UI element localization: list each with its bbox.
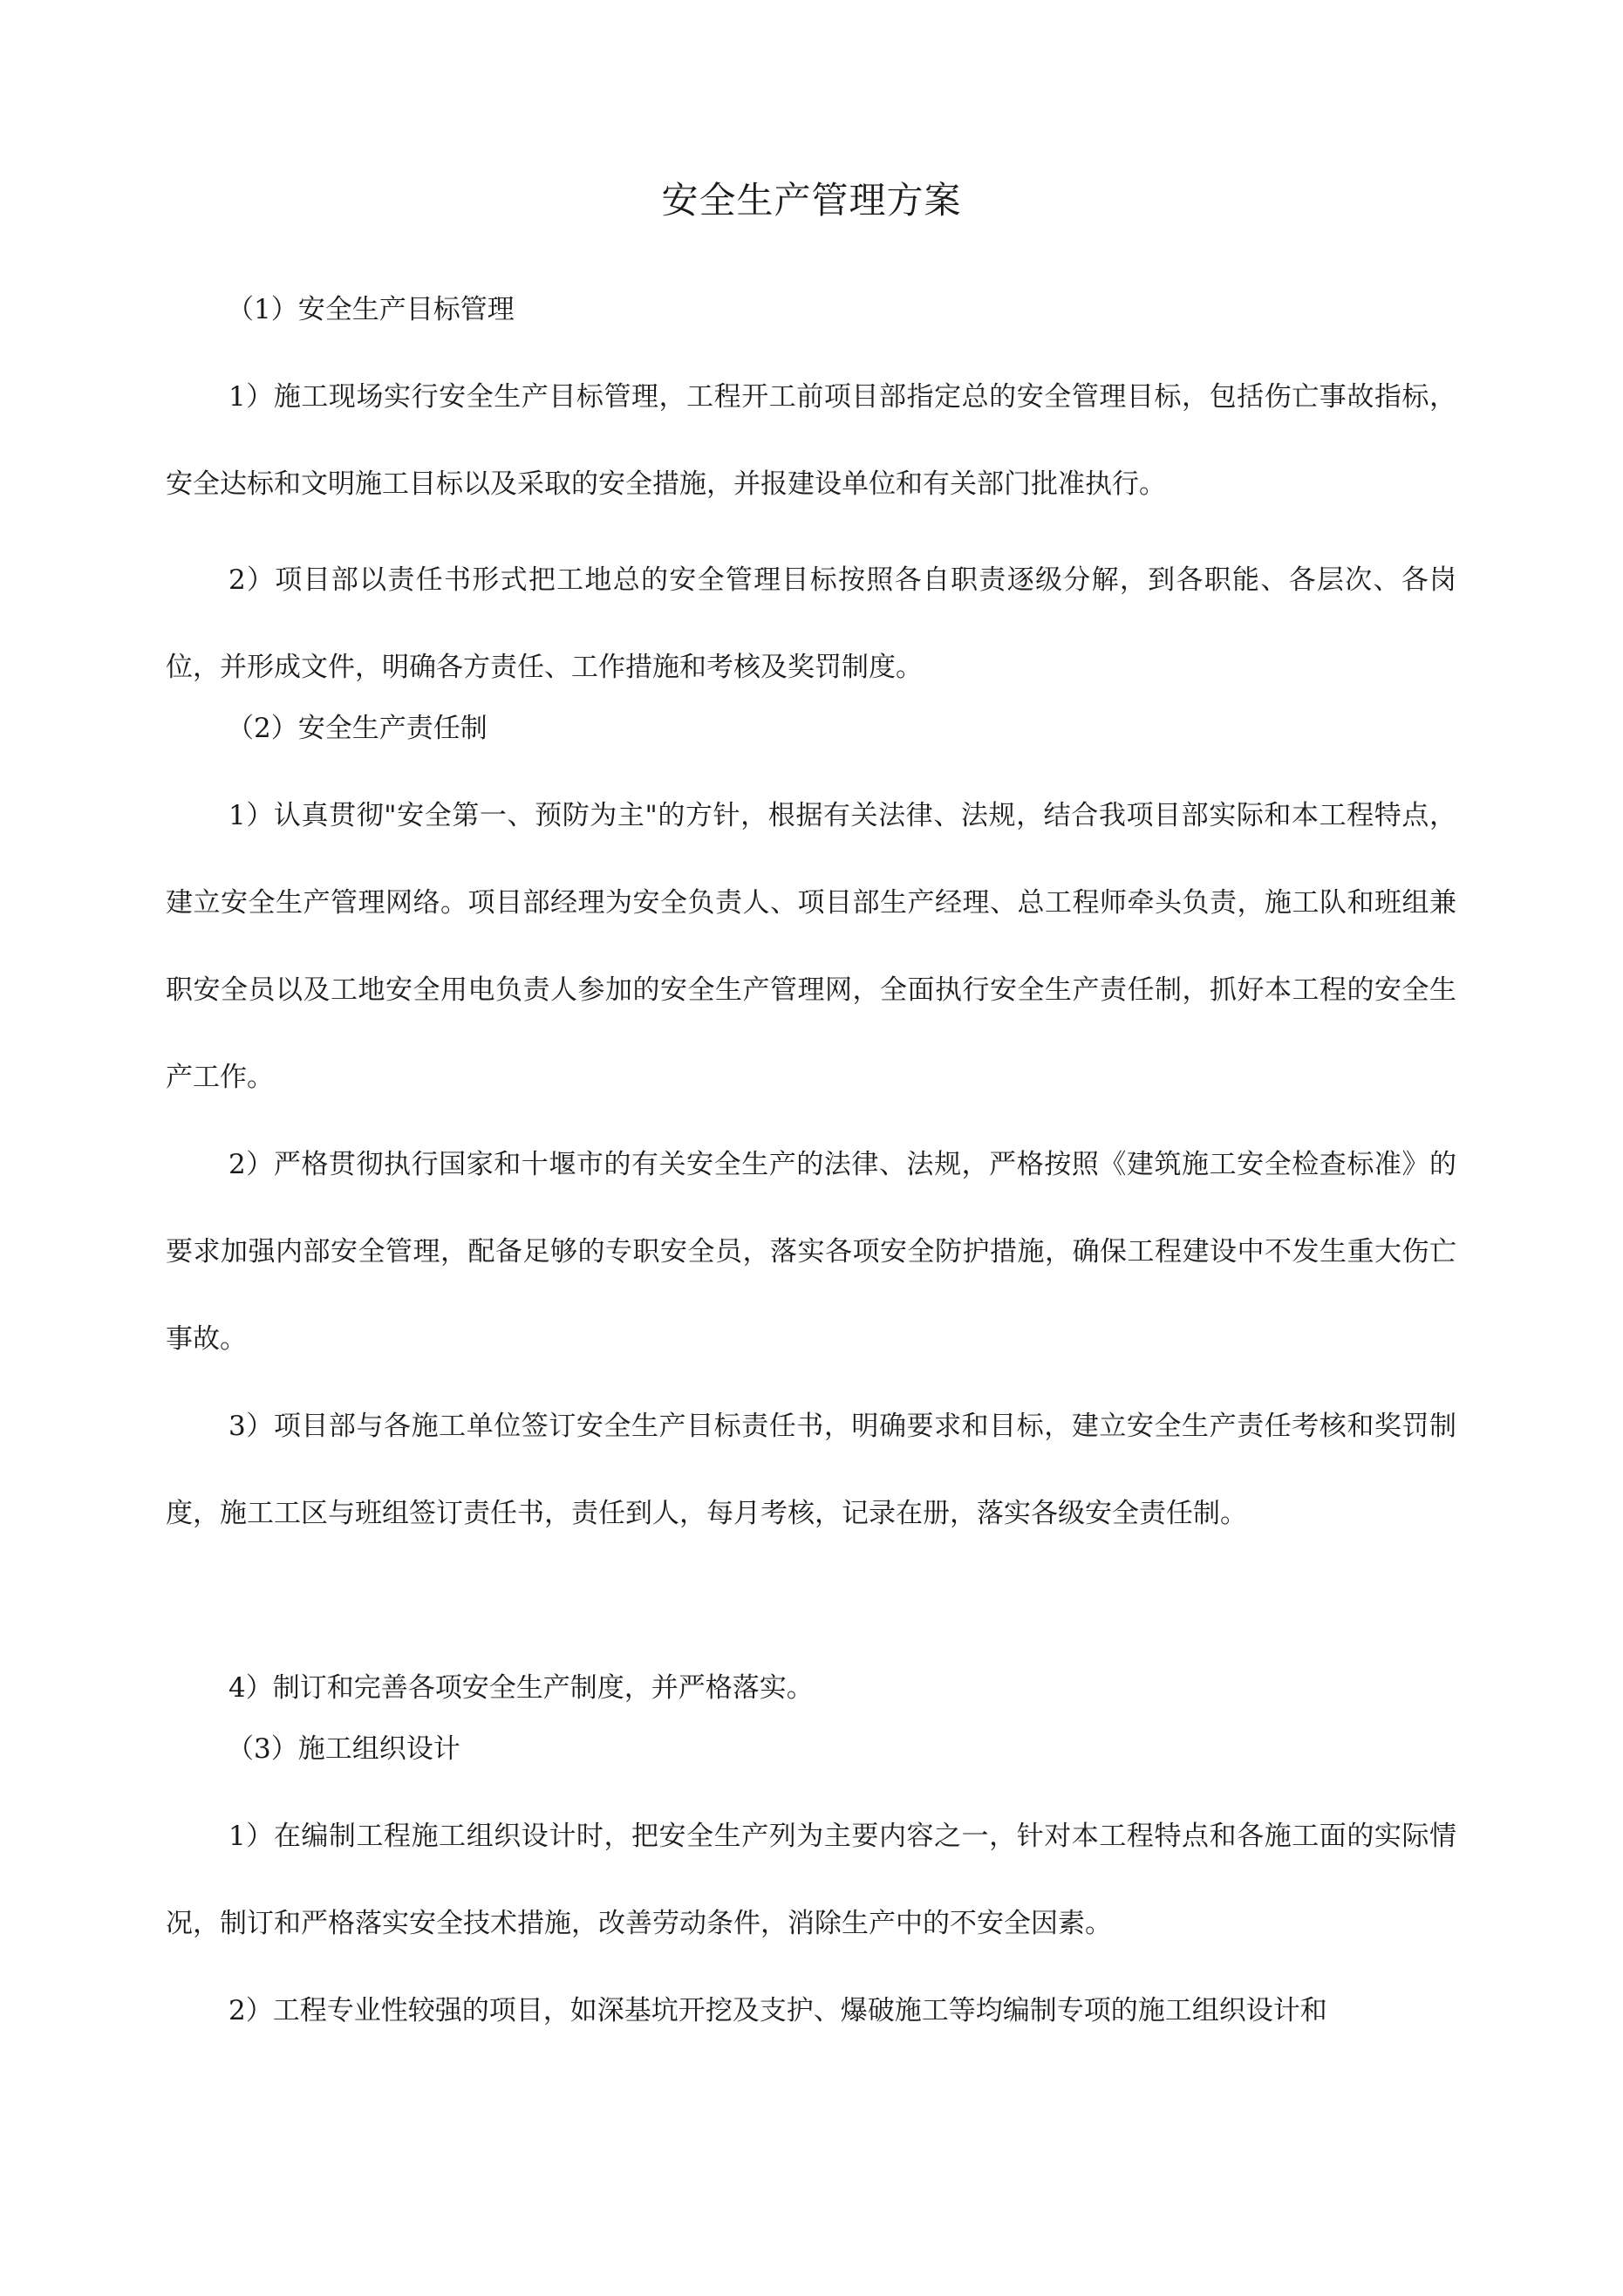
- section-heading-3: （3）施工组织设计: [227, 1733, 460, 1765]
- document-title: 安全生产管理方案: [661, 179, 962, 222]
- paragraph-3-1: 1）在编制工程施工组织设计时，把安全生产列为主要内容之一，针对本工程特点和各施工面的实际情况，制订和严格落实安全技术措施，改善劳动条件，消除生产中的不安全因素。: [166, 1821, 1456, 1939]
- section-heading-2: （2）安全生产责任制: [227, 713, 488, 744]
- section-heading-1: （1）安全生产目标管理: [227, 294, 515, 325]
- paragraph-3-2: 2）工程专业性较强的项目，如深基坑开挖及支护、爆破施工等均编制专项的施工组织设计和: [228, 1995, 1327, 2026]
- paragraph-2-2: 2）严格贯彻执行国家和十堰市的有关安全生产的法律、法规，严格按照《建筑施工安全检查标准》的要求加强内部安全管理，配备足够的专职安全员，落实各项安全防护措施，确保工程建设中不发生重大伤亡事故。: [166, 1149, 1456, 1355]
- paragraph-1-2: 2）项目部以责任书形式把工地总的安全管理目标按照各自职责逐级分解，到各职能、各层次、各岗位，并形成文件，明确各方责任、工作措施和考核及奖罚制度。: [166, 564, 1456, 683]
- paragraph-2-3: 3）项目部与各施工单位签订安全生产目标责任书，明确要求和目标，建立安全生产责任考核和奖罚制度，施工工区与班组签订责任书，责任到人，每月考核，记录在册，落实各级安全责任制。: [166, 1411, 1456, 1529]
- paragraph-2-1: 1）认真贯彻"安全第一、预防为主"的方针，根据有关法律、法规，结合我项目部实际和本工程特点，建立安全生产管理网络。项目部经理为安全负责人、项目部生产经理、总工程师牵头负责，施工队和班组兼职安全员以及工地安全用电负责人参加的安全生产管理网，全面执行安全生产责任制，抓好本工程的安全生产工作。: [166, 800, 1456, 1093]
- paragraph-1-1: 1）施工现场实行安全生产目标管理，工程开工前项目部指定总的安全管理目标，包括伤亡事故指标，安全达标和文明施工目标以及采取的安全措施，并报建设单位和有关部门批准执行。: [166, 381, 1456, 500]
- paragraph-2-4: 4）制订和完善各项安全生产制度，并严格落实。: [228, 1672, 814, 1704]
